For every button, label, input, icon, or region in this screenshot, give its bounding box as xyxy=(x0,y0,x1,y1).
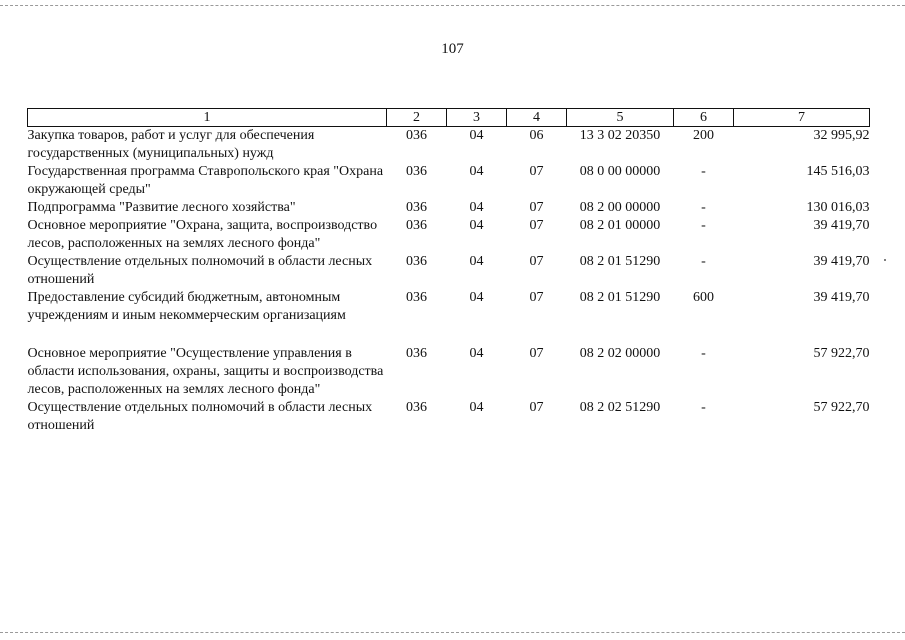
row-code-target: 08 2 01 51290 xyxy=(579,254,661,269)
row-name: Подпрограмма "Развитие лесного хозяйства" xyxy=(27,200,296,215)
row-code-expense-type: - xyxy=(701,164,706,179)
row-code-expense-type: - xyxy=(701,346,706,361)
row-code-subsection: 07 xyxy=(529,200,544,215)
row-code-expense-type: 600 xyxy=(693,290,714,305)
table-row xyxy=(28,345,870,399)
row-code-target: 08 2 01 00000 xyxy=(579,218,661,233)
row-code-target: 08 2 02 51290 xyxy=(579,400,661,415)
row-name: Государственная программа Ставропольского края "Охрана окружающей среды" xyxy=(27,164,384,197)
row-code-ministry: 036 xyxy=(406,218,427,233)
row-code-ministry: 036 xyxy=(406,128,427,143)
scan-edge-top xyxy=(0,5,905,6)
row-code-section: 04 xyxy=(469,254,484,269)
row-code-subsection: 07 xyxy=(529,346,544,361)
row-code-section: 04 xyxy=(469,346,484,361)
row-code-target: 08 2 01 51290 xyxy=(579,290,661,305)
column-header: 7 xyxy=(734,109,870,127)
row-name: Закупка товаров, работ и услуг для обеспечения государственных (муниципальных) нужд xyxy=(27,128,315,161)
row-code-ministry: 036 xyxy=(406,200,427,215)
row-code-subsection: 07 xyxy=(529,290,544,305)
row-amount: 39 419,70 xyxy=(813,254,870,269)
row-code-section: 04 xyxy=(469,290,484,305)
row-code-subsection: 07 xyxy=(529,254,544,269)
row-name: Предоставление субсидий бюджетным, автономным учреждениям и иным некоммерческим организациям xyxy=(27,290,346,323)
table-row xyxy=(28,399,870,435)
row-amount: 57 922,70 xyxy=(813,400,870,415)
table-row xyxy=(28,253,870,289)
row-name: Основное мероприятие "Осуществление управления в области использования, охраны, защиты и воспроизводства лесов, расположенных на землях лесного фонда" xyxy=(27,346,384,397)
row-amount: 57 922,70 xyxy=(813,346,870,361)
row-code-expense-type: - xyxy=(701,254,706,269)
column-header: 6 xyxy=(674,109,734,127)
row-amount: 39 419,70 xyxy=(813,290,870,305)
column-header: 4 xyxy=(507,109,567,127)
table-row xyxy=(28,163,870,199)
row-code-section: 04 xyxy=(469,128,484,143)
row-name: Основное мероприятие "Охрана, защита, воспроизводство лесов, расположенных на землях лесного фонда" xyxy=(27,218,378,251)
table-row xyxy=(28,127,870,164)
row-code-expense-type: - xyxy=(701,200,706,215)
page-number: 107 xyxy=(441,41,464,57)
row-code-subsection: 06 xyxy=(529,128,544,143)
row-code-section: 04 xyxy=(469,200,484,215)
row-code-target: 08 2 00 00000 xyxy=(579,200,661,215)
row-name: Осуществление отдельных полномочий в области лесных отношений xyxy=(27,400,373,433)
scan-speck xyxy=(884,259,886,261)
row-code-section: 04 xyxy=(469,400,484,415)
row-code-section: 04 xyxy=(469,164,484,179)
row-code-ministry: 036 xyxy=(406,164,427,179)
table-row xyxy=(28,199,870,217)
row-code-target: 13 3 02 20350 xyxy=(579,128,661,143)
row-code-expense-type: - xyxy=(701,218,706,233)
row-code-ministry: 036 xyxy=(406,254,427,269)
column-header: 2 xyxy=(387,109,447,127)
row-name: Осуществление отдельных полномочий в области лесных отношений xyxy=(27,254,373,287)
row-code-subsection: 07 xyxy=(529,164,544,179)
row-amount: 130 016,03 xyxy=(806,200,870,215)
column-header: 1 xyxy=(28,109,387,127)
row-amount: 32 995,92 xyxy=(813,128,870,143)
row-code-ministry: 036 xyxy=(406,290,427,305)
column-header: 5 xyxy=(567,109,674,127)
column-header: 3 xyxy=(447,109,507,127)
row-code-target: 08 2 02 00000 xyxy=(579,346,661,361)
table-header-row xyxy=(28,109,870,127)
row-code-ministry: 036 xyxy=(406,346,427,361)
row-code-expense-type: 200 xyxy=(693,128,714,143)
row-code-ministry: 036 xyxy=(406,400,427,415)
budget-table xyxy=(27,108,870,435)
table-row xyxy=(28,289,870,345)
row-code-target: 08 0 00 00000 xyxy=(579,164,661,179)
row-code-expense-type: - xyxy=(701,400,706,415)
row-amount: 145 516,03 xyxy=(806,164,870,179)
row-code-section: 04 xyxy=(469,218,484,233)
row-amount: 39 419,70 xyxy=(813,218,870,233)
table-row xyxy=(28,217,870,253)
row-code-subsection: 07 xyxy=(529,400,544,415)
row-code-subsection: 07 xyxy=(529,218,544,233)
scan-edge-bottom xyxy=(0,632,905,633)
